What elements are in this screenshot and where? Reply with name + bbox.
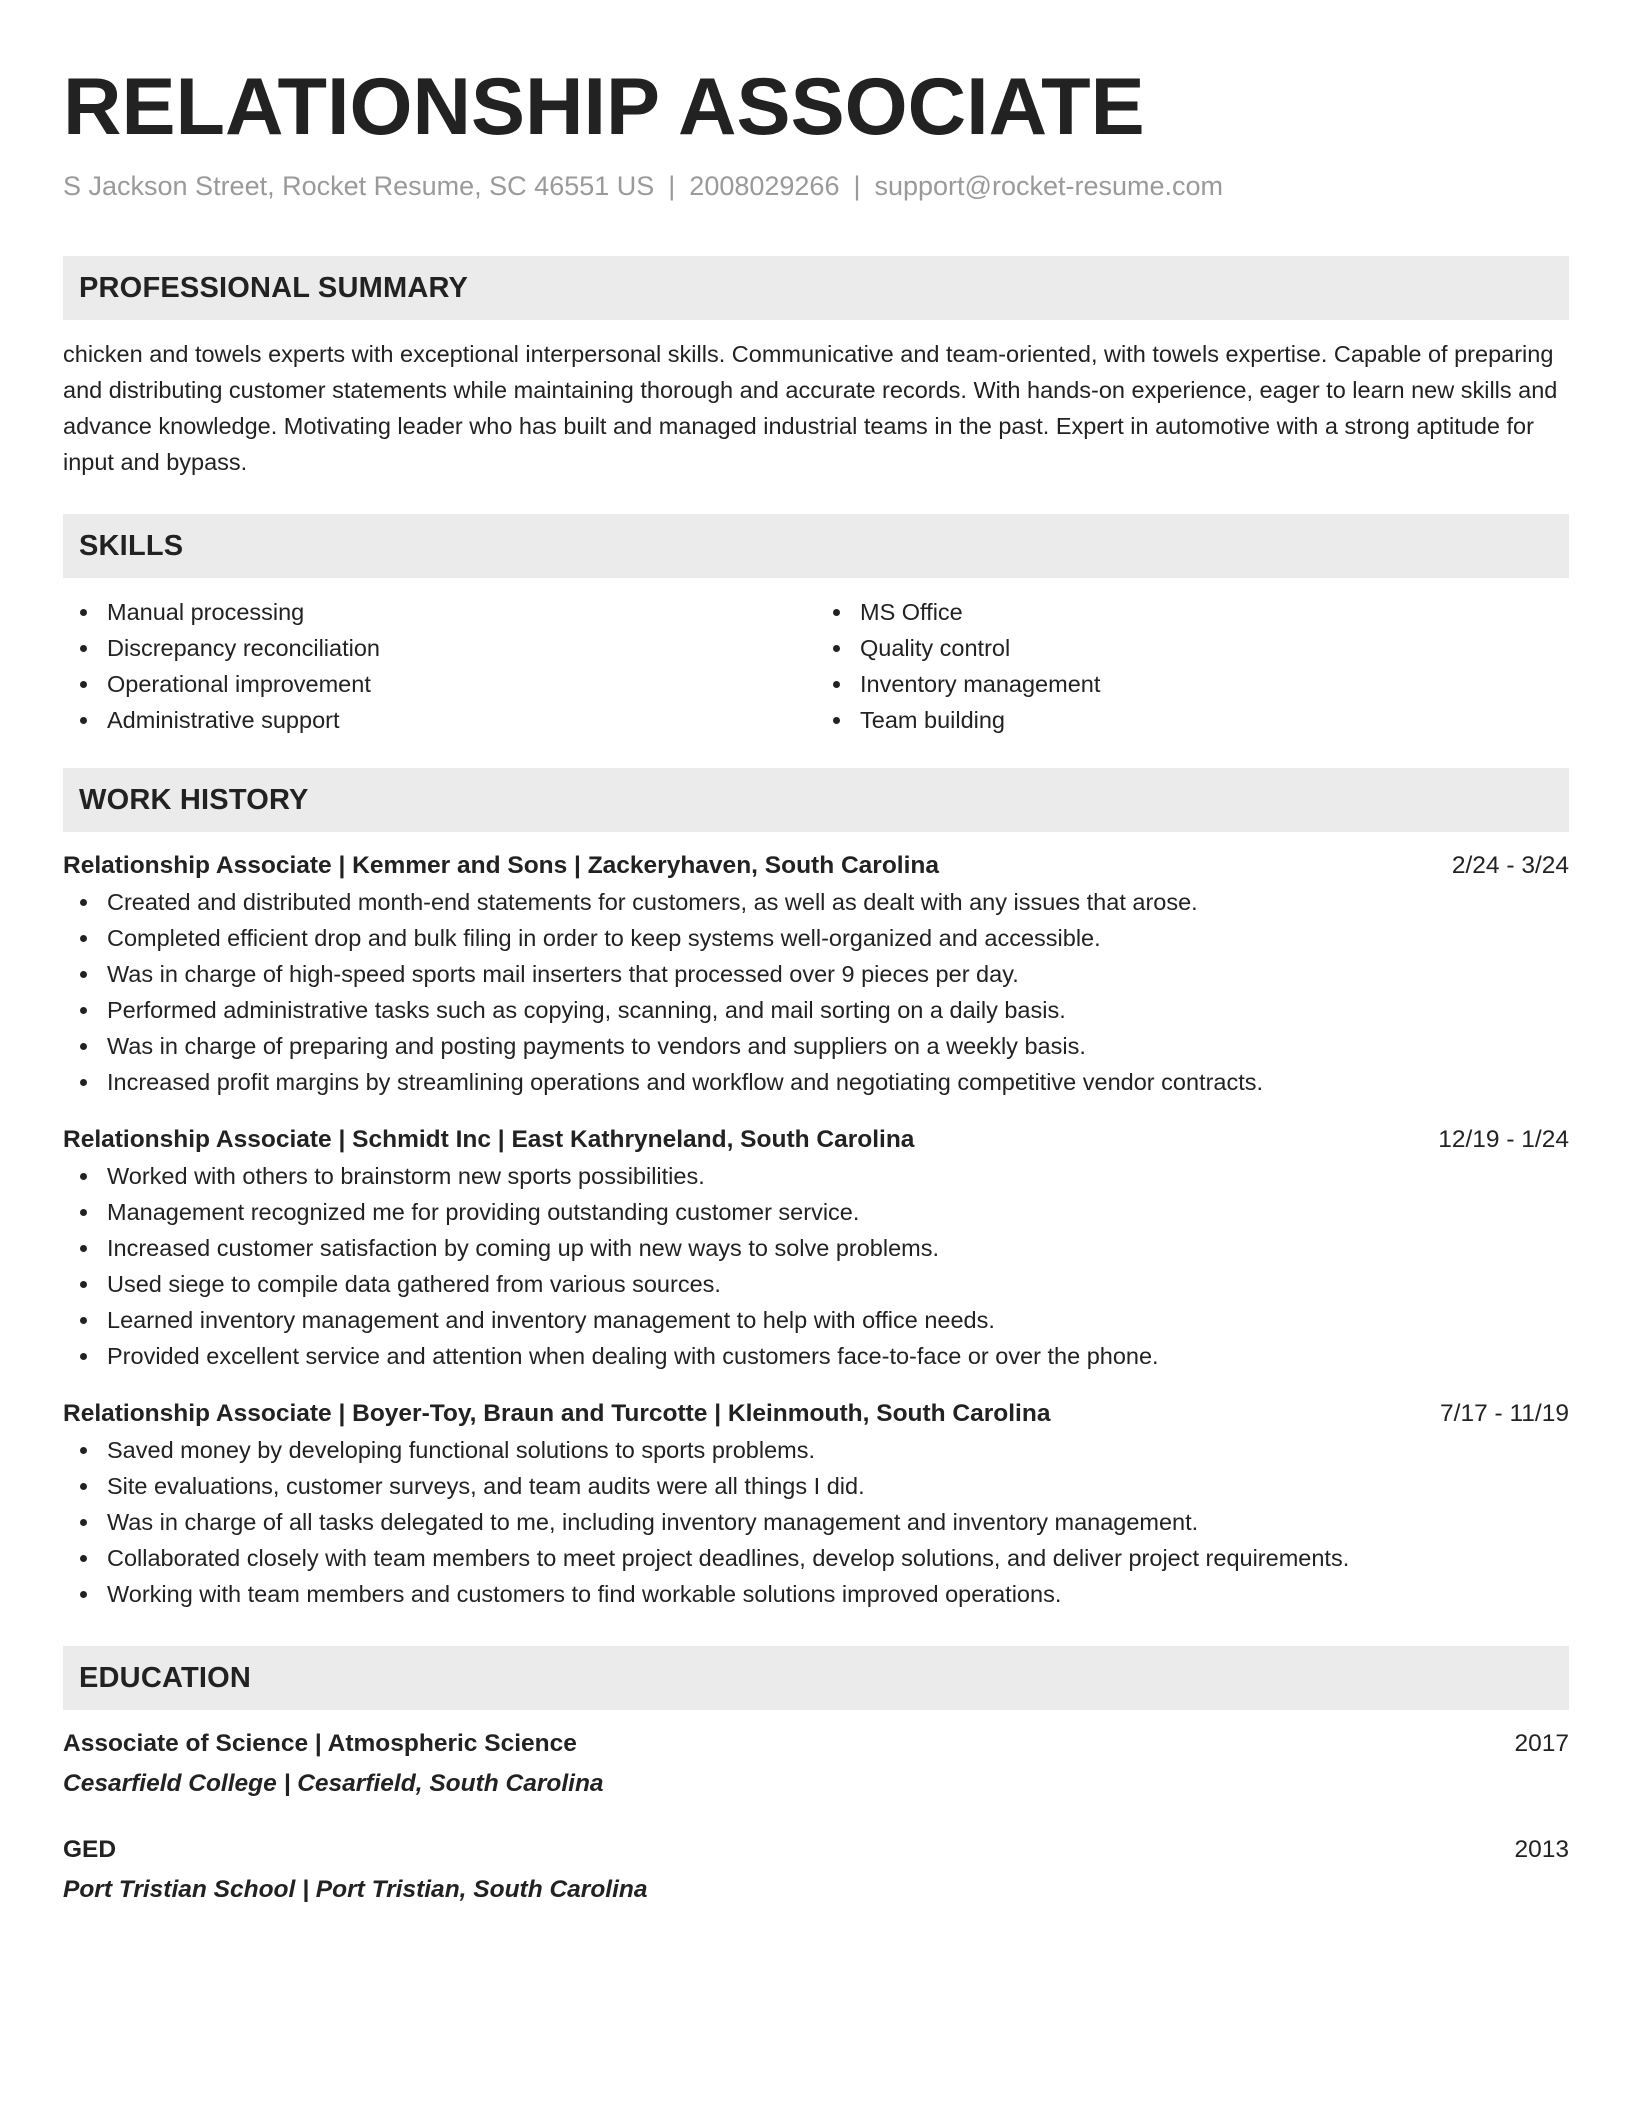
education-year: 2013 — [1514, 1836, 1569, 1863]
skill-item: Administrative support — [63, 702, 816, 738]
job-title: Relationship Associate | Kemmer and Sons | Zackeryhaven, South Carolina — [63, 852, 939, 879]
job-title: Relationship Associate | Schmidt Inc | East Kathryneland, South Carolina — [63, 1126, 915, 1153]
job-bullets — [63, 1432, 1569, 1612]
contact-separator: | — [853, 171, 861, 201]
contact-separator: | — [668, 171, 676, 201]
job-bullet: Increased customer satisfaction by coming up with new ways to solve problems. — [63, 1230, 1569, 1266]
summary-section — [63, 256, 1569, 480]
education-entry — [63, 1726, 1569, 1802]
summary-text: chicken and towels experts with exceptional interpersonal skills. Communicative and team-oriented, with towels expertise. Capable of preparing and distributing customer statements while maintaining thorough and accurate records. With hands-on experience, eager to learn new skills and advance knowledge. Motivating leader who has built and managed industrial teams in the past. Expert in automotive with a strong aptitude for input and bypass. — [63, 341, 1558, 475]
education-heading: EDUCATION — [63, 1646, 1569, 1710]
job-bullet: Completed efficient drop and bulk filing in order to keep systems well-organized and accessible. — [63, 920, 1569, 956]
skills-grid — [63, 594, 1569, 738]
job-bullet: Provided excellent service and attention when dealing with customers face-to-face or over the phone. — [63, 1338, 1569, 1374]
skill-item: Quality control — [816, 630, 1569, 666]
skill-item: Operational improvement — [63, 666, 816, 702]
job-bullet: Working with team members and customers to find workable solutions improved operations. — [63, 1576, 1569, 1612]
job-bullets — [63, 1158, 1569, 1374]
contact-address: S Jackson Street, Rocket Resume, SC 46551 US — [63, 171, 655, 201]
job-bullet: Worked with others to brainstorm new sports possibilities. — [63, 1158, 1569, 1194]
job-bullet: Created and distributed month-end statements for customers, as well as dealt with any issues that arose. — [63, 884, 1569, 920]
job-bullet: Was in charge of high-speed sports mail inserters that processed over 9 pieces per day. — [63, 956, 1569, 992]
job-bullet: Performed administrative tasks such as copying, scanning, and mail sorting on a daily basis. — [63, 992, 1569, 1028]
skill-item: Manual processing — [63, 594, 816, 630]
education-year: 2017 — [1514, 1730, 1569, 1757]
job-bullet: Used siege to compile data gathered from various sources. — [63, 1266, 1569, 1302]
resume-name: RELATIONSHIP ASSOCIATE — [63, 62, 1145, 152]
job-bullet: Was in charge of preparing and posting payments to vendors and suppliers on a weekly basis. — [63, 1028, 1569, 1064]
job-entry — [63, 1396, 1569, 1612]
education-school: Port Tristian School | Port Tristian, South Carolina — [63, 1876, 648, 1903]
job-bullet: Was in charge of all tasks delegated to me, including inventory management and inventory management. — [63, 1504, 1569, 1540]
job-header — [63, 1122, 1569, 1158]
contact-phone: 2008029266 — [689, 171, 840, 201]
education-header — [63, 1726, 1569, 1762]
contact-line — [63, 168, 1569, 204]
skills-heading: SKILLS — [63, 514, 1569, 578]
job-bullet: Site evaluations, customer surveys, and team audits were all things I did. — [63, 1468, 1569, 1504]
work-history-section — [63, 768, 1569, 1612]
contact-email: support@rocket-resume.com — [874, 171, 1224, 201]
skills-column-right — [816, 594, 1569, 738]
job-entry — [63, 1122, 1569, 1374]
education-degree: Associate of Science | Atmospheric Science — [63, 1730, 577, 1757]
job-bullets — [63, 884, 1569, 1100]
job-header — [63, 848, 1569, 884]
education-header — [63, 1832, 1569, 1868]
summary-heading: PROFESSIONAL SUMMARY — [63, 256, 1569, 320]
education-degree: GED — [63, 1836, 117, 1863]
job-bullet: Increased profit margins by streamlining operations and workflow and negotiating competitive vendor contracts. — [63, 1064, 1569, 1100]
job-dates: 7/17 - 11/19 — [1440, 1400, 1569, 1427]
education-school: Cesarfield College | Cesarfield, South Carolina — [63, 1770, 604, 1797]
job-bullet: Learned inventory management and inventory management to help with office needs. — [63, 1302, 1569, 1338]
job-header — [63, 1396, 1569, 1432]
job-entry — [63, 848, 1569, 1100]
skill-item: Team building — [816, 702, 1569, 738]
skills-column-left — [63, 594, 816, 738]
skill-item: Inventory management — [816, 666, 1569, 702]
job-bullet: Management recognized me for providing outstanding customer service. — [63, 1194, 1569, 1230]
job-bullet: Collaborated closely with team members to meet project deadlines, develop solutions, and deliver project requirements. — [63, 1540, 1569, 1576]
job-title: Relationship Associate | Boyer-Toy, Braun and Turcotte | Kleinmouth, South Carolina — [63, 1400, 1051, 1427]
skills-section — [63, 514, 1569, 738]
skill-item: MS Office — [816, 594, 1569, 630]
job-dates: 12/19 - 1/24 — [1438, 1126, 1569, 1153]
work-history-heading: WORK HISTORY — [63, 768, 1569, 832]
job-bullet: Saved money by developing functional solutions to sports problems. — [63, 1432, 1569, 1468]
education-section — [63, 1646, 1569, 1908]
education-entry — [63, 1832, 1569, 1908]
job-dates: 2/24 - 3/24 — [1451, 852, 1569, 879]
skill-item: Discrepancy reconciliation — [63, 630, 816, 666]
